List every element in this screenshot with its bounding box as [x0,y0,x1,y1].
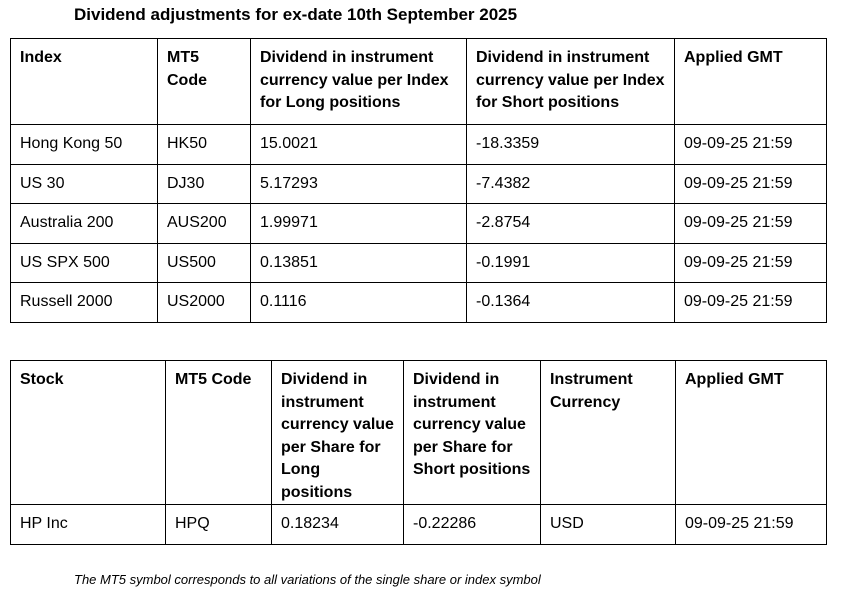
column-header-dividend-short: Dividend in instrument currency value per Share for Short positions [404,361,541,505]
table-row [11,204,827,244]
column-header-applied-gmt: Applied GMT [676,361,827,505]
dividend-long-cell: 5.17293 [251,164,467,204]
table-row [11,505,827,545]
applied-gmt-cell: 09-09-25 21:59 [676,505,827,545]
column-header-instrument-currency: Instrument Currency [541,361,676,505]
table-row [11,125,827,165]
index-dividend-table [10,38,827,323]
table-row [11,243,827,283]
dividend-short-cell: -7.4382 [467,164,675,204]
dividend-short-cell: -0.22286 [404,505,541,545]
dividend-long-cell: 0.13851 [251,243,467,283]
dividend-short-cell: -18.3359 [467,125,675,165]
dividend-long-cell: 0.18234 [272,505,404,545]
index-name-cell: Australia 200 [11,204,158,244]
applied-gmt-cell: 09-09-25 21:59 [675,125,827,165]
table-header-row [11,361,827,505]
dividend-long-cell: 0.1116 [251,283,467,323]
dividend-long-cell: 15.0021 [251,125,467,165]
column-header-applied-gmt: Applied GMT [675,39,827,125]
stock-dividend-table [10,360,827,545]
column-header-dividend-short: Dividend in instrument currency value per Index for Short positions [467,39,675,125]
table-row [11,164,827,204]
mt5-code-cell: HPQ [166,505,272,545]
table-row [11,283,827,323]
column-header-mt5-code: MT5 Code [166,361,272,505]
applied-gmt-cell: 09-09-25 21:59 [675,204,827,244]
footnote: The MT5 symbol corresponds to all variations of the single share or index symbol [74,572,541,587]
table-header-row [11,39,827,125]
dividend-short-cell: -0.1991 [467,243,675,283]
mt5-code-cell: HK50 [158,125,251,165]
column-header-dividend-long: Dividend in instrument currency value per Index for Long positions [251,39,467,125]
index-name-cell: Hong Kong 50 [11,125,158,165]
column-header-index: Index [11,39,158,125]
stock-name-cell: HP Inc [11,505,166,545]
dividend-short-cell: -2.8754 [467,204,675,244]
applied-gmt-cell: 09-09-25 21:59 [675,243,827,283]
index-name-cell: US 30 [11,164,158,204]
page-title: Dividend adjustments for ex-date 10th September 2025 [74,5,518,24]
index-name-cell: US SPX 500 [11,243,158,283]
applied-gmt-cell: 09-09-25 21:59 [675,283,827,323]
mt5-code-cell: AUS200 [158,204,251,244]
dividend-short-cell: -0.1364 [467,283,675,323]
dividend-long-cell: 1.99971 [251,204,467,244]
column-header-mt5-code: MT5 Code [158,39,251,125]
applied-gmt-cell: 09-09-25 21:59 [675,164,827,204]
instrument-currency-cell: USD [541,505,676,545]
mt5-code-cell: US2000 [158,283,251,323]
column-header-dividend-long: Dividend in instrument currency value per Share for Long positions [272,361,404,505]
mt5-code-cell: DJ30 [158,164,251,204]
index-name-cell: Russell 2000 [11,283,158,323]
column-header-stock: Stock [11,361,166,505]
mt5-code-cell: US500 [158,243,251,283]
